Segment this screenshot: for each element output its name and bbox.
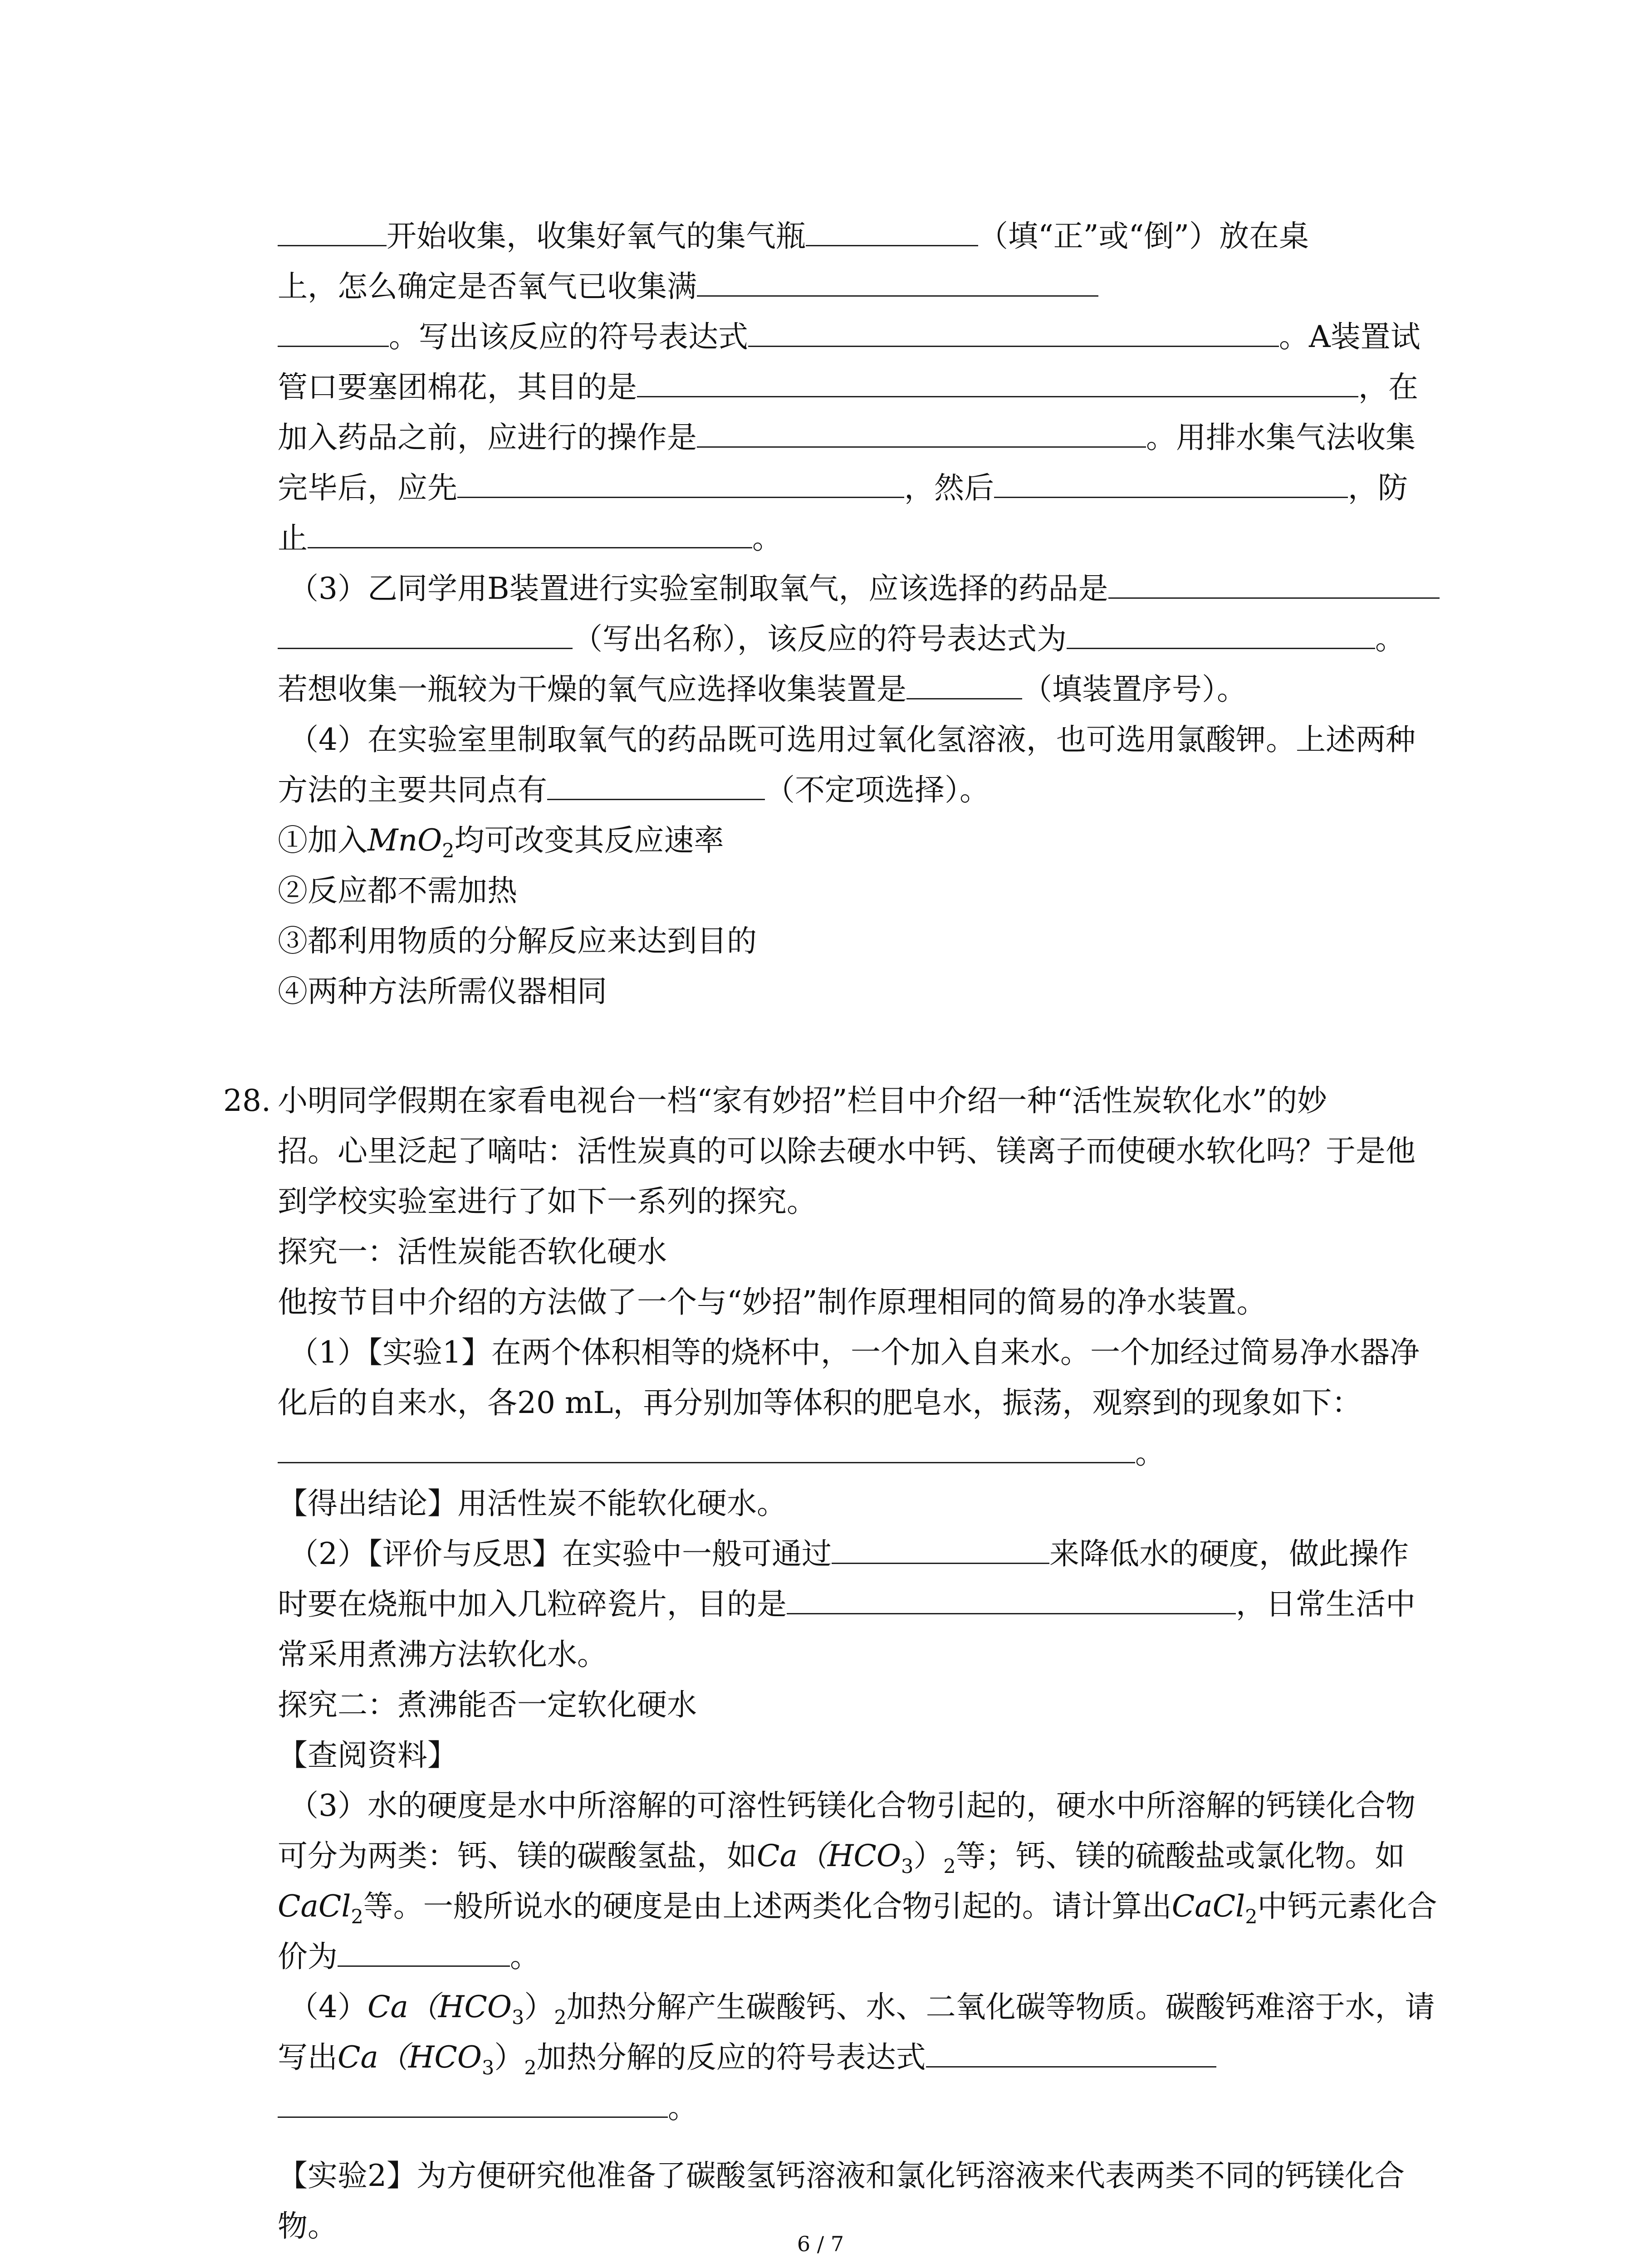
text: （3）乙同学用B装置进行实验室制取氧气，应该选择的药品是: [289, 571, 1108, 606]
text: ①加入: [278, 823, 367, 858]
q28-line-2: [278, 1126, 1439, 1176]
text: 等。一般所说水的硬度是由上述两类化合物引起的。请计算出: [363, 1889, 1172, 1924]
text: （1）【实验1】在两个体积相等的烧杯中，一个加入自来水。一个加经过简易净水器净: [289, 1335, 1420, 1370]
q28-part1-line-1: [278, 1327, 1439, 1378]
chem-formula: Ca（HCO: [757, 1838, 901, 1873]
text: 。写出该反应的符号表达式: [389, 319, 748, 354]
text: 完毕后，应先: [278, 470, 457, 505]
q27-line-5: [278, 412, 1439, 463]
text: 物。: [278, 2209, 338, 2244]
text: ）: [494, 2040, 524, 2075]
text: 开始收集，收集好氧气的集气瓶: [387, 219, 806, 254]
q27-part4-line-2: [278, 765, 1439, 815]
chem-formula: MnO: [367, 823, 442, 858]
text: 探究二：煮沸能否一定软化硬水: [278, 1687, 697, 1722]
text: 上，怎么确定是否氧气已收集满: [278, 269, 697, 304]
q27-part3-line-2: [278, 614, 1439, 664]
q28-part3-line-2: [278, 1831, 1439, 1881]
answer-blank[interactable]: [278, 314, 389, 347]
answer-blank[interactable]: [278, 2085, 668, 2118]
q27-line-3: [278, 312, 1439, 362]
text: 小明同学假期在家看电视台一档“家有妙招”栏目中介绍一种“活性炭软化水”的妙: [278, 1083, 1327, 1118]
text: ）: [913, 1838, 944, 1873]
subscript: 2: [554, 2006, 567, 2029]
chem-formula: CaCl: [278, 1889, 351, 1924]
chem-formula: CaCl: [1171, 1889, 1245, 1924]
answer-blank[interactable]: [832, 1531, 1049, 1564]
text: （3）水的硬度是水中所溶解的可溶性钙镁化合物引起的，硬水中所溶解的钙镁化合物: [289, 1788, 1416, 1823]
answer-blank[interactable]: [994, 465, 1348, 498]
text: 【得出结论】用活性炭不能软化硬水。: [278, 1486, 787, 1521]
text: （2）【评价与反思】在实验中一般可通过: [289, 1536, 832, 1571]
text: ④两种方法所需仪器相同: [278, 974, 607, 1009]
subscript: 2: [943, 1855, 956, 1878]
text: 【查阅资料】: [278, 1738, 457, 1773]
text: 若想收集一瓶较为干燥的氧气应选择收集装置是: [278, 672, 906, 707]
q27-part3-line-3: [278, 664, 1439, 714]
text: 加热分解产生碳酸钙、水、二氧化碳等物质。碳酸钙难溶于水，请: [566, 1989, 1435, 2024]
text: 均可改变其反应速率: [454, 823, 724, 858]
text: 【实验2】为方便研究他准备了碳酸氢钙溶液和氯化钙溶液来代表两类不同的钙镁化合: [278, 2158, 1405, 2193]
option-4: [278, 966, 1439, 1017]
answer-blank[interactable]: [926, 2034, 1216, 2068]
option-3: [278, 916, 1439, 966]
answer-blank[interactable]: [906, 666, 1022, 699]
text: 。A装置试: [1279, 319, 1421, 354]
q28-explore-1: [278, 1227, 1439, 1277]
answer-blank[interactable]: [308, 515, 752, 548]
page-number: 6 / 7: [797, 2232, 844, 2256]
spacer: [278, 1017, 1439, 1075]
text: ，在: [1358, 370, 1418, 405]
subscript: 2: [442, 840, 455, 862]
q28-line-3: [278, 1176, 1439, 1227]
q28-part2-line-3: [278, 1629, 1439, 1680]
text: （写出名称），该反应的符号表达式为: [573, 621, 1067, 656]
q28-part2-line-2: [278, 1579, 1439, 1629]
q28-part4-line-3: [278, 2082, 1439, 2151]
subscript: 2: [351, 1906, 363, 1928]
subscript: 2: [524, 2057, 537, 2079]
text: 加入药品之前，应进行的操作是: [278, 420, 697, 455]
q27-line-4: [278, 362, 1439, 412]
answer-blank[interactable]: [748, 314, 1279, 347]
text: ②反应都不需加热: [278, 873, 517, 908]
q28-part2-line-1: [278, 1529, 1439, 1579]
text: 中钙元素化合: [1257, 1889, 1437, 1924]
answer-blank[interactable]: [278, 1430, 1135, 1463]
q28-part1-line-2: [278, 1378, 1439, 1428]
q28-explore-1-desc: [278, 1277, 1439, 1327]
text: 价为: [278, 1939, 338, 1974]
text: 方法的主要共同点有: [278, 772, 547, 807]
text: 。: [510, 1939, 540, 1974]
answer-blank[interactable]: [278, 213, 387, 246]
answer-blank[interactable]: [338, 1934, 510, 1967]
text: （4）在实验室里制取氧气的药品既可选用过氧化氢溶液，也可选用氯酸钾。上述两种: [289, 722, 1416, 757]
text: （不定项选择）。: [765, 772, 989, 807]
answer-blank[interactable]: [1108, 566, 1440, 599]
q27-line-1: [278, 211, 1439, 261]
chem-formula: Ca（HCO: [367, 1989, 512, 2024]
text: 来降低水的硬度，做此操作: [1049, 1536, 1409, 1571]
text: 可分为两类：钙、镁的碳酸氢盐，如: [278, 1838, 757, 1873]
text: ，然后: [904, 470, 994, 505]
subscript: 3: [512, 2006, 524, 2029]
text: 他按节目中介绍的方法做了一个与“妙招”制作原理相同的简易的净水装置。: [278, 1285, 1267, 1320]
text: （填装置序号）。: [1022, 672, 1247, 707]
text: ，日常生活中: [1236, 1587, 1416, 1622]
q28-explore-2: [278, 1680, 1439, 1730]
q28-part3-line-1: [278, 1780, 1439, 1831]
text: 管口要塞团棉花，其目的是: [278, 370, 637, 405]
text: 。: [1135, 1436, 1165, 1471]
text: 止: [278, 521, 308, 556]
text: ，防: [1348, 470, 1408, 505]
answer-blank[interactable]: [787, 1581, 1236, 1614]
q28-part3-line-4: [278, 1931, 1439, 1982]
text: 。: [752, 521, 782, 556]
text: 到学校实验室进行了如下一系列的探究。: [278, 1184, 817, 1219]
subscript: 3: [482, 2057, 495, 2079]
text: 写出: [278, 2040, 338, 2075]
answer-blank[interactable]: [547, 767, 765, 800]
q28-part4-line-1: [278, 1982, 1439, 2032]
text: 时要在烧瓶中加入几粒碎瓷片，目的是: [278, 1587, 787, 1622]
text: 等；钙、镁的硫酸盐或氯化物。如: [955, 1838, 1405, 1873]
q28-part3-line-3: [278, 1881, 1439, 1931]
text: （4）: [289, 1989, 367, 2024]
chem-formula: Ca（HCO: [338, 2040, 482, 2075]
q28-line-1: 28. 小明同学假期在家看电视台一档“家有妙招”栏目中介绍一种“活性炭软化水”的妙: [223, 1083, 1327, 1118]
page-content: [223, 211, 1439, 2251]
q28-part1-line-3: [278, 1428, 1439, 1478]
text: 。用排水集气法收集: [1146, 420, 1416, 455]
text: 。: [668, 2090, 698, 2125]
q27-part3-line-1: [278, 563, 1439, 614]
q28-reference: [278, 1730, 1439, 1780]
answer-blank[interactable]: [457, 465, 904, 498]
option-2: [278, 865, 1439, 916]
text: 招。心里泛起了嘀咕：活性炭真的可以除去硬水中钙、镁离子而使硬水软化吗？于是他: [278, 1134, 1416, 1168]
q27-line-7: [278, 513, 1439, 563]
q27-part4-line-1: [278, 714, 1439, 765]
text: 化后的自来水，各20 mL，再分别加等体积的肥皂水，振荡，观察到的现象如下：: [278, 1385, 1362, 1420]
q27-line-2: [278, 261, 1439, 312]
subscript: 2: [1245, 1906, 1258, 1928]
q28-part4-line-2: [278, 2032, 1439, 2082]
q28-experiment2-line-1: [278, 2151, 1439, 2201]
answer-blank[interactable]: [697, 415, 1146, 448]
answer-blank[interactable]: [697, 264, 1098, 297]
subscript: 3: [901, 1855, 914, 1878]
text: ③都利用物质的分解反应来达到目的: [278, 924, 757, 958]
option-1: [278, 815, 1439, 865]
answer-blank[interactable]: [637, 364, 1358, 397]
answer-blank[interactable]: [806, 213, 978, 246]
text: 加热分解的反应的符号表达式: [536, 2040, 926, 2075]
text: 常采用煮沸方法软化水。: [278, 1637, 607, 1672]
text: （填“正”或“倒”）放在桌: [978, 219, 1309, 254]
text: ）: [524, 1989, 554, 2024]
text: 。: [1375, 621, 1405, 656]
text: 探究一：活性炭能否软化硬水: [278, 1234, 667, 1269]
q28-conclusion: [278, 1478, 1439, 1529]
q27-line-6: [278, 463, 1439, 513]
answer-blank[interactable]: [278, 616, 573, 649]
answer-blank[interactable]: [1067, 616, 1375, 649]
